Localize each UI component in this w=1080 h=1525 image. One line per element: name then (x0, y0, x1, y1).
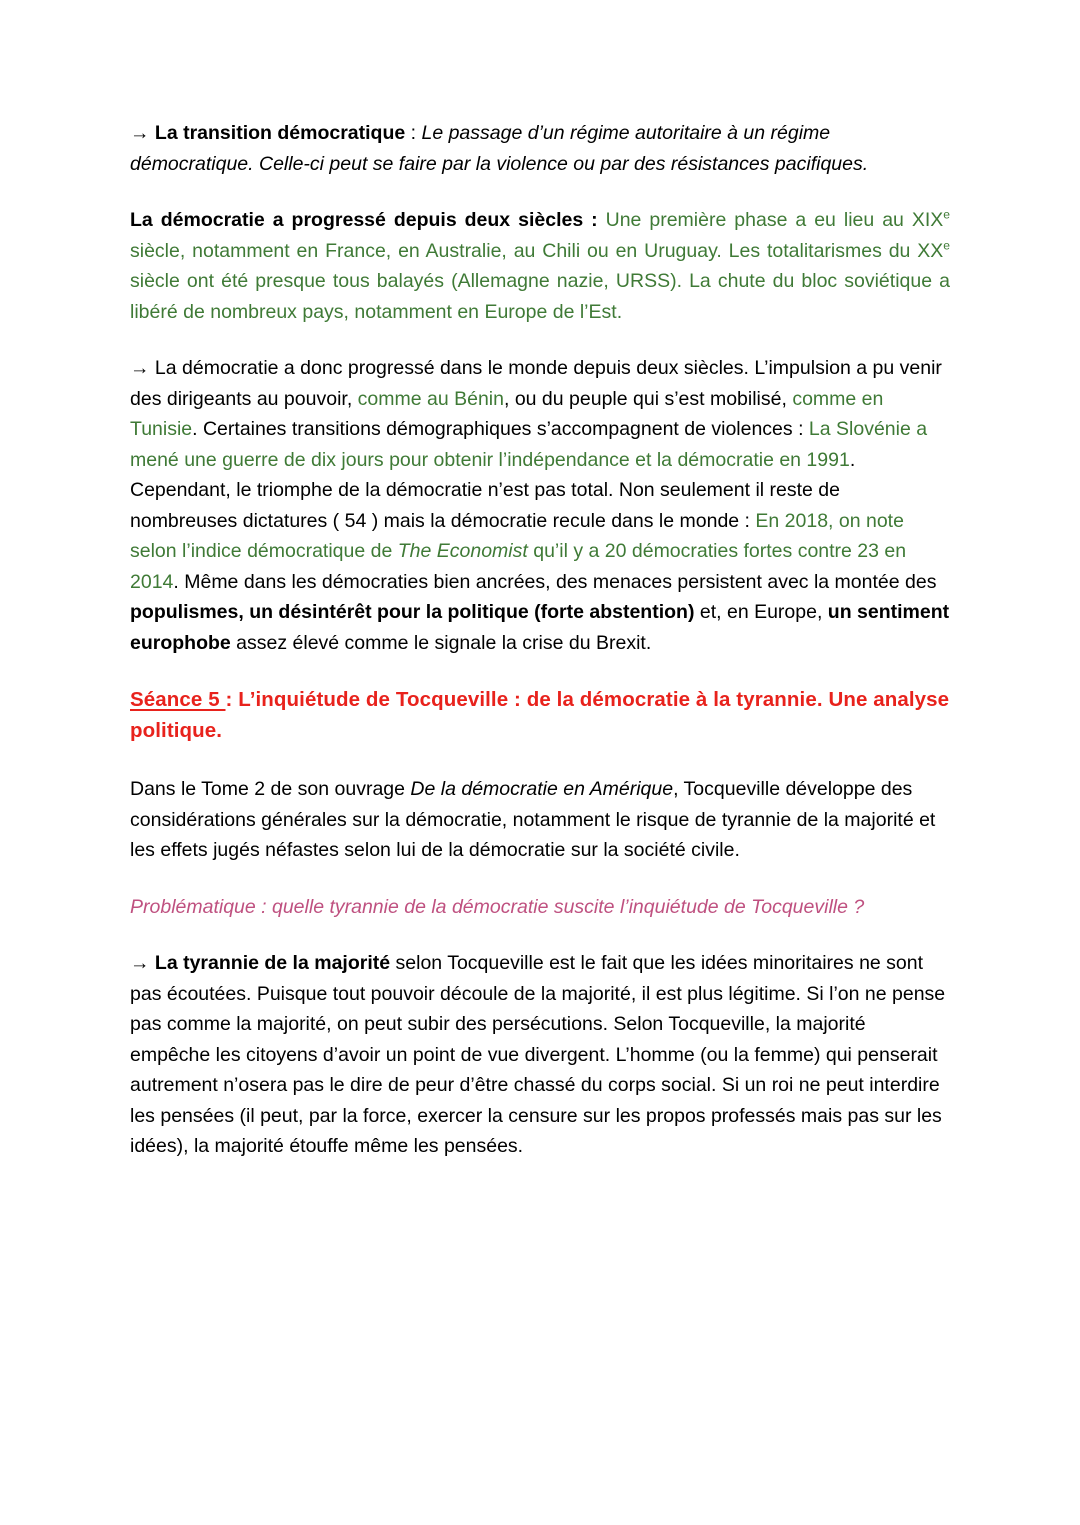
paragraph-impulsion-democratique (130, 353, 950, 658)
text-segment-2: , Tocqueville développe des considérations générales sur la démocratie, notamment le risque de tyrannie de la majorité et les effets jugés néfastes selon lui de la démocratie sur la société civile. (130, 778, 936, 861)
paragraph-democratie-progression (130, 205, 950, 327)
term-tyrannie-majorite: La tyrannie de la majorité (154, 952, 391, 974)
bold-populismes-abstention: populismes, un désintérêt pour la politique (forte abstention) (130, 601, 695, 623)
text-segment-4: . Cependant, le triomphe de la démocratie n’est pas total. Non seulement il reste de nombreuses dictatures ( 54 ) mais la démocratie recule dans le monde : (130, 448, 856, 532)
superscript-ordinal-xix: e (943, 207, 951, 222)
colon-separator: : (405, 122, 422, 144)
heading-underlined-label: Séance 5 (130, 688, 226, 711)
arrow-marker: → (130, 952, 155, 974)
heading-seance-5 (130, 684, 950, 746)
superscript-ordinal-xx: e (943, 238, 950, 252)
text-segment-1: Dans le Tome 2 de son ouvrage (130, 778, 411, 800)
example-indice-democratique: En 2018, on note selon l’indice démocratique de (130, 509, 904, 562)
text-segment-1: La démocratie a donc progressé dans le monde depuis deux siècles. L’impulsion a pu venir des dirigeants au pouvoir, (130, 357, 942, 410)
example-tunisie: comme en Tunisie (130, 387, 884, 440)
example-slovenie: La Slovénie a mené une guerre de dix jours pour obtenir l’indépendance et la démocratie en 1991 (130, 418, 928, 471)
paragraph-tome-2 (130, 774, 950, 866)
term-transition-democratique: La transition démocratique (154, 122, 406, 144)
text-body-tyrannie: selon Tocqueville est le fait que les idées minoritaires ne sont pas écoutées. Puisque tout pouvoir découle de la majorité, il est plus légitime. Si l’on ne pense pas comme la majorité, on peut subir des persécutions. Selon Tocqueville, la majorité empêche les citoyens d’avoir un point de vue divergent. L’homme (ou la femme) qui penserait autrement n’osera pas le dire de peur d’être chassé du corps social. Si un roi ne peut interdire les pensées (il peut, par la force, exercer la censure sur les propos professés mais pas sur les idées), la majorité étouffe même les pensées. (130, 952, 946, 1157)
paragraph-tyrannie-majorite (130, 948, 950, 1162)
source-the-economist: The Economist (397, 540, 528, 562)
book-title-democratie-amerique: De la démocratie en Amérique (410, 778, 674, 800)
green-text-phase-1: Une première phase a eu lieu au XIX (605, 209, 944, 231)
text-segment-7: assez élevé comme le signale la crise du Brexit. (230, 631, 652, 654)
document-body (130, 118, 950, 1162)
green-text-phase-2: siècle, notamment en France, en Australie, au Chili ou en Uruguay. Les totalitarismes du XX (130, 239, 944, 262)
text-segment-3: . Certaines transitions démographiques s’accompagnent de violences : (192, 418, 809, 440)
example-benin: comme au Bénin (357, 387, 504, 410)
arrow-marker: → (130, 357, 155, 379)
definition-transition-democratique: Le passage d’un régime autoritaire à un régime démocratique. Celle-ci peut se faire par la violence ou par des résistances pacifiques. (130, 122, 869, 175)
paragraph-problematique: Problématique : quelle tyrannie de la démocratie suscite l’inquiétude de Tocqueville ? (130, 895, 865, 918)
text-segment-6: et, en Europe, (694, 601, 828, 623)
example-indice-chiffres: qu’il y a 20 démocraties fortes contre 23 en 2014 (130, 540, 907, 593)
bold-sentiment-europhobe: un sentiment europhobe (130, 601, 950, 654)
heading-rest: : L’inquiétude de Tocqueville : de la démocratie à la tyrannie. Une analyse politique. (130, 688, 950, 742)
green-text-phase-3: siècle ont été presque tous balayés (Allemagne nazie, URSS). La chute du bloc soviétique a libéré de nombreux pays, notamment en Europe de l’Est. (130, 270, 950, 323)
arrow-marker: → (130, 122, 155, 144)
text-segment-5: . Même dans les démocraties bien ancrées, des menaces persistent avec la montée des (173, 570, 937, 593)
lead-democratie-progresse: La démocratie a progressé depuis deux siècles : (130, 209, 606, 231)
paragraph-transition-democratique (130, 118, 950, 179)
text-segment-2: , ou du peuple qui s’est mobilisé, (503, 387, 793, 410)
